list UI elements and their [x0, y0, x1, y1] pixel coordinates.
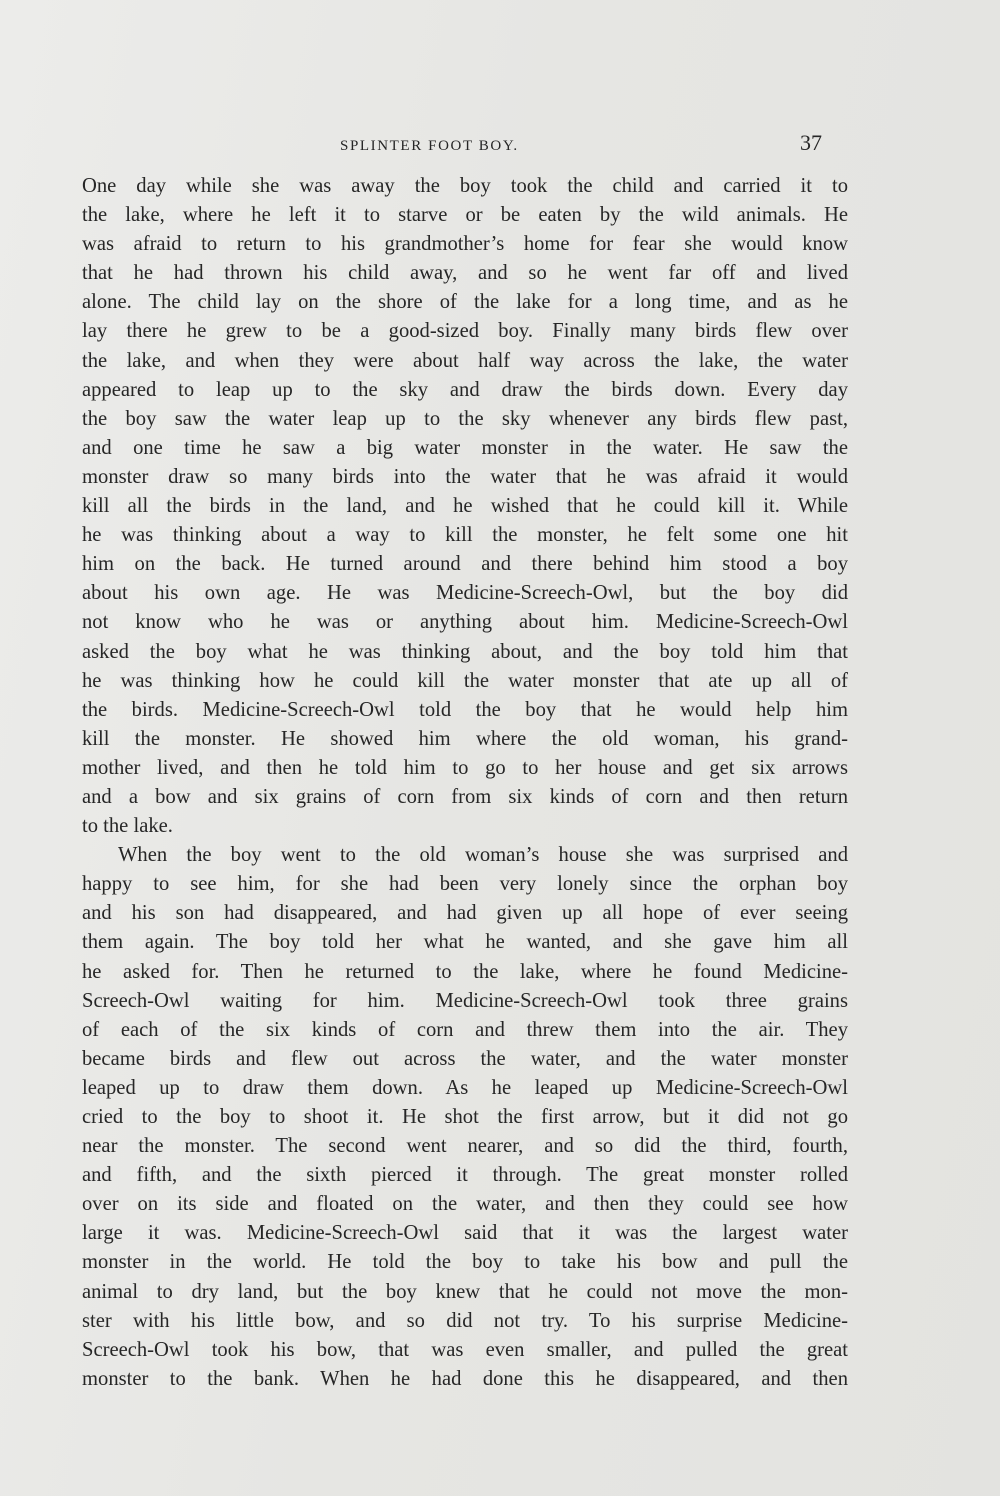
- text-line: him on the back. He turned around and there behind him stood a boy: [82, 553, 848, 576]
- text-line: that he had thrown his child away, and so he went far off and lived: [82, 262, 848, 285]
- text-line: Screech-Owl waiting for him. Medicine-Screech-Owl took three grains: [82, 989, 848, 1012]
- page-header: [82, 130, 822, 164]
- text-line: monster draw so many birds into the water that he was afraid it would: [82, 465, 848, 488]
- text-line: appeared to leap up to the sky and draw the birds down. Every day: [82, 378, 848, 401]
- text-line: to the lake.: [82, 815, 173, 838]
- text-line: alone. The child lay on the shore of the lake for a long time, and as he: [82, 291, 848, 314]
- text-line: and one time he saw a big water monster in the water. He saw the: [82, 436, 848, 459]
- text-line: leaped up to draw them down. As he leaped up Medicine-Screech-Owl: [82, 1076, 848, 1099]
- running-title: SPLINTER FOOT BOY.: [340, 138, 519, 154]
- text-line: and his son had disappeared, and had given up all hope of ever seeing: [82, 902, 848, 925]
- text-line: monster in the world. He told the boy to take his bow and pull the: [82, 1251, 848, 1274]
- text-line: them again. The boy told her what he wanted, and she gave him all: [82, 931, 848, 954]
- text-line: mother lived, and then he told him to go to her house and get six arrows: [82, 756, 848, 779]
- text-line: he asked for. Then he returned to the lake, where he found Medicine-: [82, 960, 848, 983]
- text-line: lay there he grew to be a good-sized boy. Finally many birds flew over: [82, 320, 848, 343]
- text-line: happy to see him, for she had been very lonely since the orphan boy: [82, 873, 848, 896]
- text-line: he was thinking about a way to kill the monster, he felt some one hit: [82, 524, 848, 547]
- text-line: he was thinking how he could kill the water monster that ate up all of: [82, 669, 848, 692]
- body-text: [82, 172, 848, 1394]
- text-line: the lake, and when they were about half way across the lake, the water: [82, 349, 848, 372]
- text-line: When the boy went to the old woman’s house she was surprised and: [118, 844, 848, 867]
- text-line: the birds. Medicine-Screech-Owl told the boy that he would help him: [82, 698, 848, 721]
- text-line: asked the boy what he was thinking about, and the boy told him that: [82, 640, 848, 663]
- text-line: kill the monster. He showed him where the old woman, his grand-: [82, 727, 848, 750]
- text-line: cried to the boy to shoot it. He shot the first arrow, but it did not go: [82, 1106, 848, 1128]
- paragraph-2: [82, 841, 848, 1394]
- text-line: large it was. Medicine-Screech-Owl said that it was the largest water: [82, 1222, 848, 1245]
- text-line: of each of the six kinds of corn and threw them into the air. They: [82, 1018, 848, 1041]
- text-line: One day while she was away the boy took the child and carried it to: [82, 175, 848, 197]
- text-line: over on its side and floated on the water, and then they could see how: [82, 1193, 848, 1216]
- text-line: became birds and flew out across the water, and the water monster: [82, 1047, 848, 1070]
- page-number: 37: [800, 130, 822, 155]
- text-line: Screech-Owl took his bow, that was even smaller, and pulled the great: [82, 1338, 848, 1361]
- text-line: was afraid to return to his grandmother’s home for fear she would know: [82, 233, 848, 256]
- paragraph-1: [82, 172, 848, 841]
- text-line: ster with his little bow, and so did not try. To his surprise Medicine-: [82, 1309, 848, 1332]
- text-line: kill all the birds in the land, and he wished that he could kill it. While: [82, 495, 848, 518]
- text-line: near the monster. The second went nearer, and so did the third, fourth,: [82, 1135, 848, 1158]
- text-line: animal to dry land, but the boy knew that he could not move the mon-: [82, 1280, 848, 1303]
- text-line: the boy saw the water leap up to the sky whenever any birds flew past,: [82, 407, 848, 430]
- text-line: not know who he was or anything about him. Medicine-Screech-Owl: [82, 611, 848, 634]
- text-line: and a bow and six grains of corn from six kinds of corn and then return: [82, 785, 848, 808]
- text-line: about his own age. He was Medicine-Screech-Owl, but the boy did: [82, 582, 848, 605]
- text-line: the lake, where he left it to starve or be eaten by the wild animals. He: [82, 204, 848, 227]
- text-line: and fifth, and the sixth pierced it through. The great monster rolled: [82, 1164, 848, 1187]
- text-line: monster to the bank. When he had done this he disappeared, and then: [82, 1367, 848, 1390]
